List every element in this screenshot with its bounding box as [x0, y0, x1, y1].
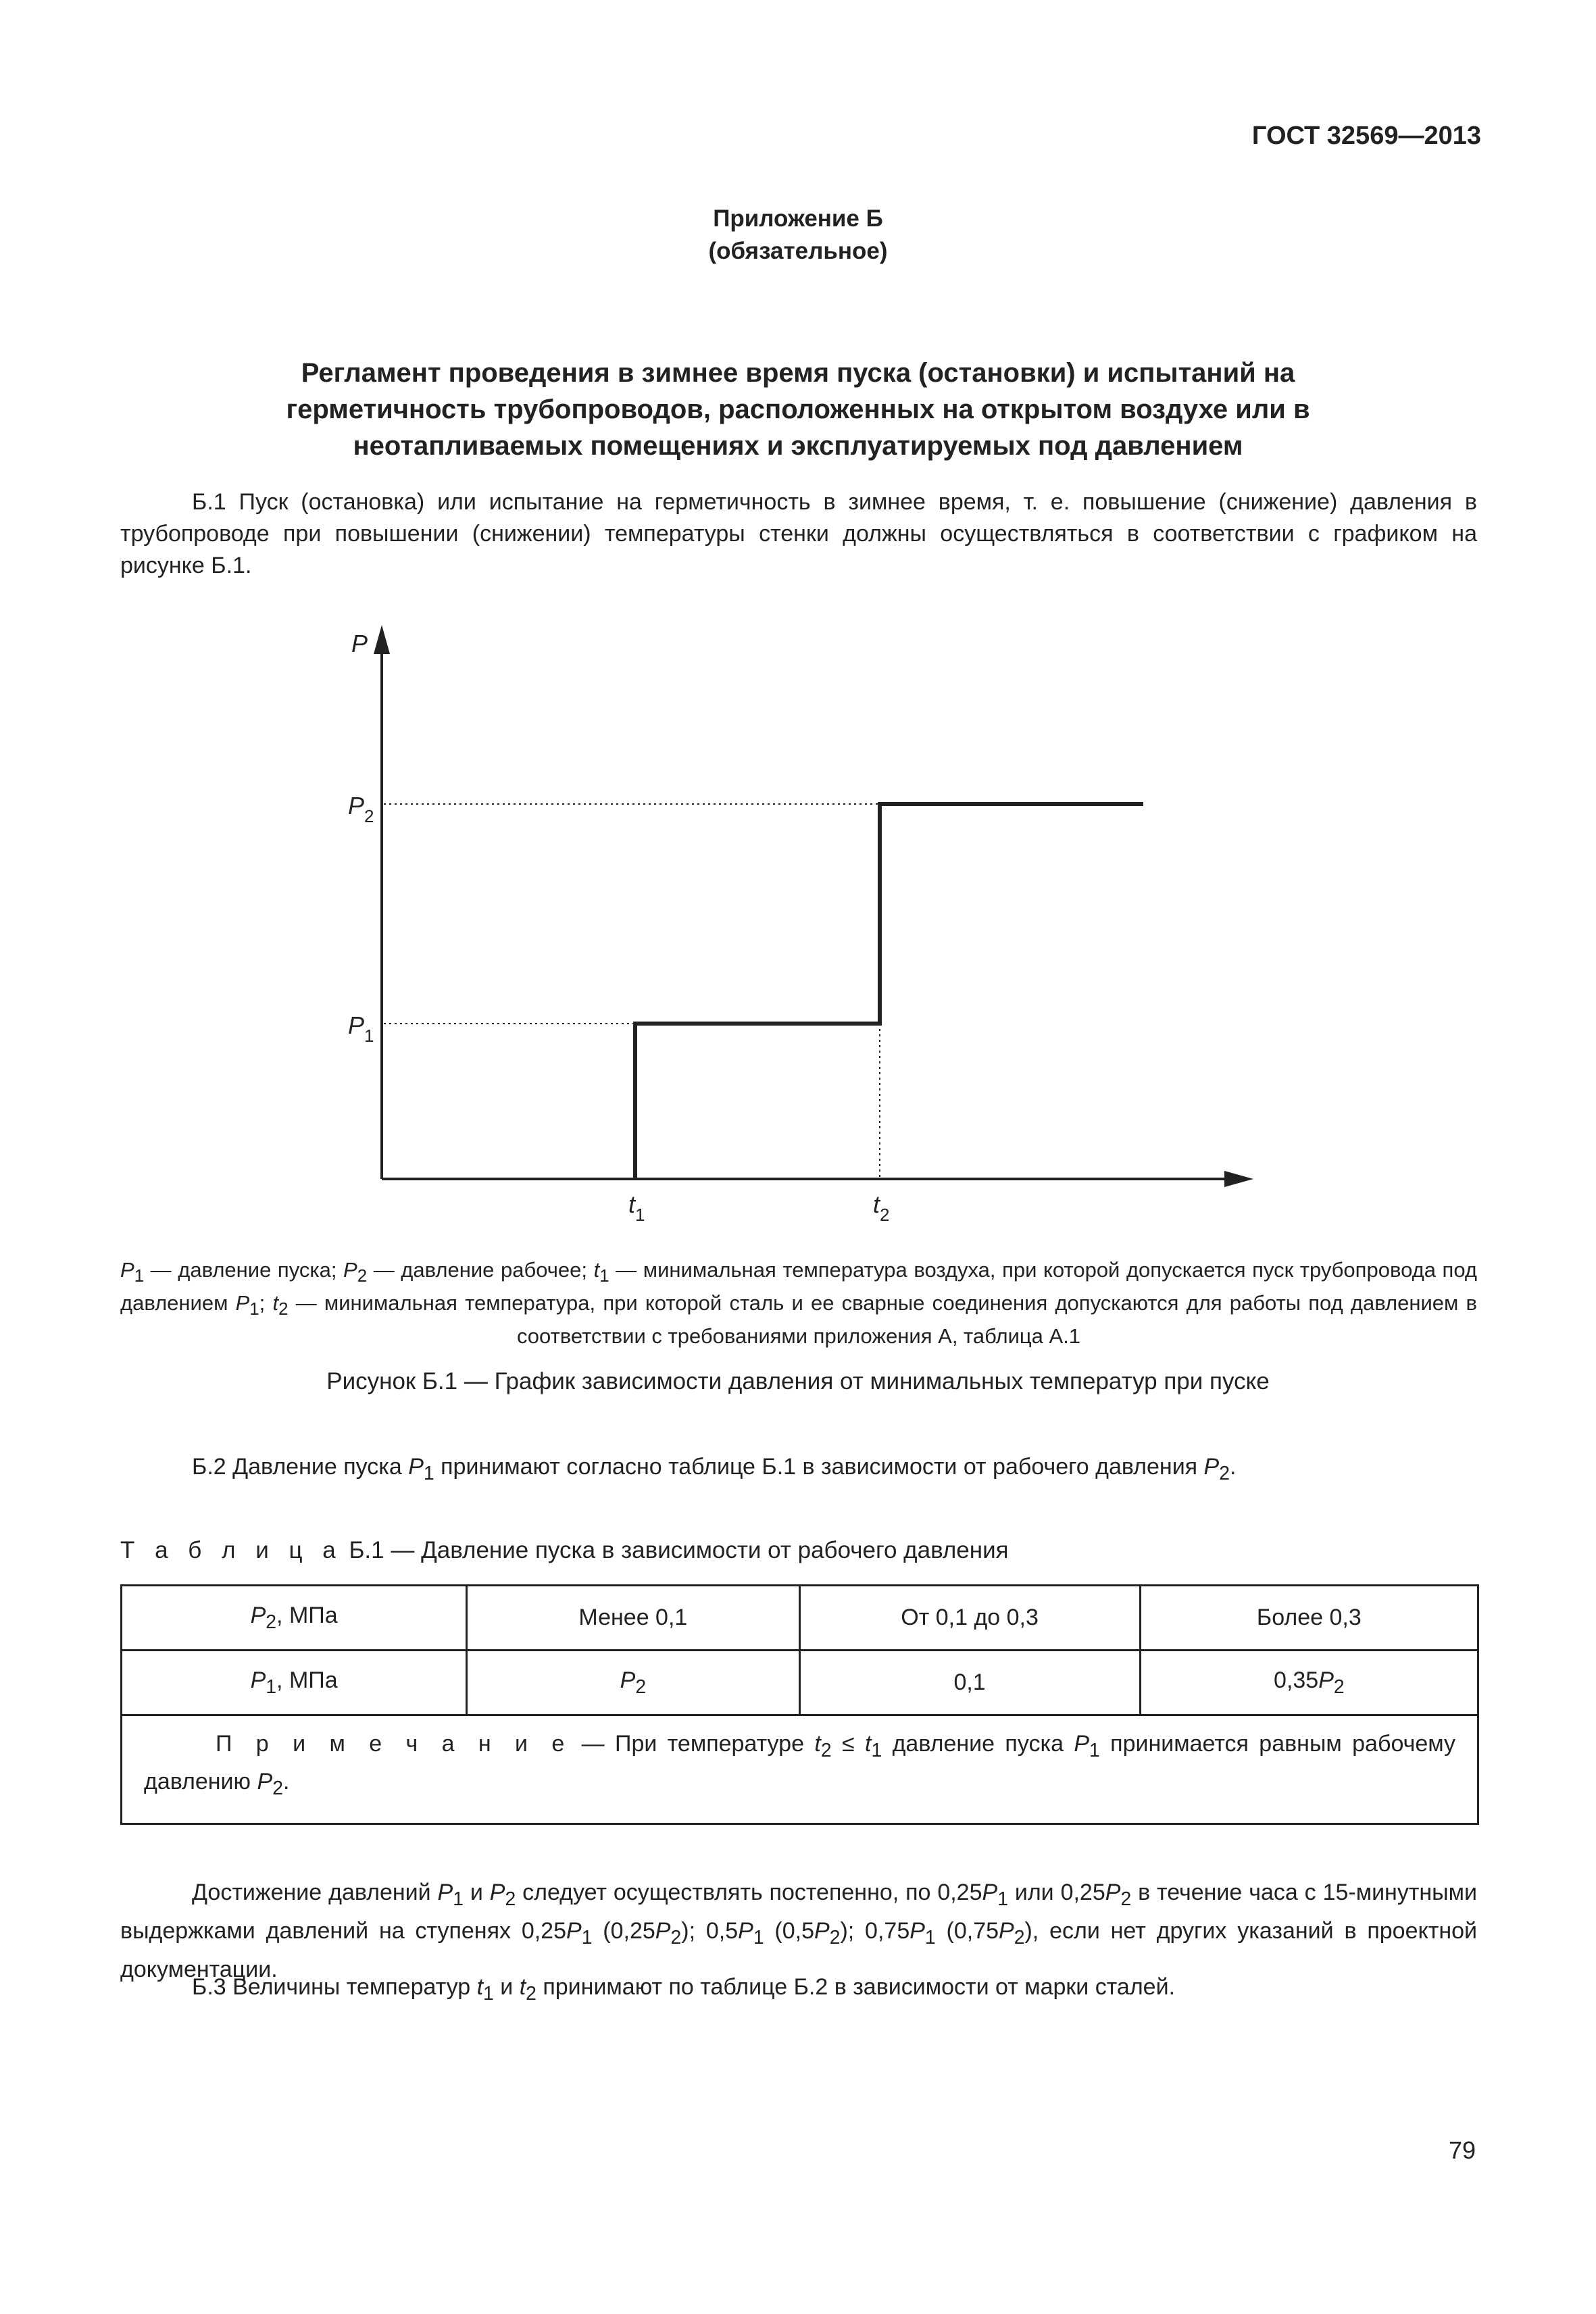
tick-label-t1: $t_1$	[628, 1190, 645, 1225]
y-axis-arrow	[374, 625, 390, 654]
title-line-3: неотапливаемых помещениях и эксплуатируемых под давлением	[353, 431, 1243, 461]
figure-caption: Рисунок Б.1 — График зависимости давления от минимальных температур при пуске	[326, 1368, 1270, 1394]
table-cell: $P_1$, МПа	[122, 1651, 467, 1715]
table-cell: Менее 0,1	[467, 1586, 799, 1651]
standard-number: ГОСТ 32569—2013	[1251, 122, 1481, 150]
section-b1-paragraph: Б.1 Пуск (остановка) или испытание на герметичность в зимнее время, т. е. повышение (снижение) давления в трубопроводе при повышении (снижении) температуры стенки должны осуществляться в соответствии с графиком на рисунке Б.1.	[120, 489, 1477, 578]
table-row	[122, 1586, 1478, 1651]
annex-title: Приложение Б	[713, 205, 883, 232]
table-title: Т а б л и ц а Б.1 — Давление пуска в зависимости от рабочего давления	[120, 1537, 1009, 1563]
tick-label-p1: $P_1$	[348, 1011, 374, 1046]
table-note: П р и м е ч а н и е — При температуре $t_2 \le t_1$ давление пуска $P_1$ принимается равным рабочему давлению $P_2$.	[122, 1715, 1478, 1824]
y-axis-label: P	[351, 630, 368, 657]
table-cell: От 0,1 до 0,3	[799, 1586, 1140, 1651]
figure-legend: $P_1$ — давление пуска; $P_2$ — давление рабочее; $t_1$ — минимальная температура воздуха, при которой допускается пуск трубопровода под давлением $P_1$; $t_2$ — минимальная температура, при которой сталь и ее сварные соединения допускаются для работы под давлением в соответствии с требованиями приложения А, таблица А.1	[120, 1258, 1477, 1349]
pressure-step-line	[635, 804, 1143, 1179]
section-b2-paragraph: Б.2 Давление пуска $P_1$ принимают согласно таблице Б.1 в зависимости от рабочего давления $P_2$.	[192, 1454, 1237, 1484]
table-note-row	[122, 1715, 1478, 1824]
table-cell: Более 0,3	[1140, 1586, 1478, 1651]
table-row	[122, 1651, 1478, 1715]
annex-heading	[0, 203, 1596, 268]
title-line-1: Регламент проведения в зимнее время пуска (остановки) и испытаний на	[301, 358, 1295, 388]
pressure-table	[120, 1584, 1479, 1825]
page-title	[0, 355, 1596, 464]
table-cell: $0,35P_2$	[1140, 1651, 1478, 1715]
tick-label-p2: $P_2$	[348, 792, 374, 826]
x-axis-arrow	[1224, 1171, 1253, 1187]
pressure-chart	[0, 608, 1596, 1230]
title-line-2: герметичность трубопроводов, расположенных на открытом воздухе или в	[286, 395, 1310, 424]
page-number: 79	[1448, 2136, 1476, 2164]
table-cell: $P_2$	[467, 1651, 799, 1715]
annex-status: (обязательное)	[708, 238, 888, 264]
pressure-steps-paragraph: Достижение давлений $P_1$ и $P_2$ следует осуществлять постепенно, по $0,25P_1$ или $0,25P_2$ в течение часа с 15-минутными выдержками давлений на ступенях $0,25P_1$ $(0,25P_2)$; $0,5P_1$ $(0,5P_2)$; $0,75P_1$ $(0,75P_2)$, если нет других указаний в проектной документации.	[120, 1880, 1477, 1982]
table-cell: $P_2$, МПа	[122, 1586, 467, 1651]
table-cell: 0,1	[799, 1651, 1140, 1715]
tick-label-t2: $t_2$	[873, 1190, 890, 1225]
section-b3-paragraph: Б.3 Величины температур $t_1$ и $t_2$ принимают по таблице Б.2 в зависимости от марки сталей.	[192, 1974, 1176, 2005]
